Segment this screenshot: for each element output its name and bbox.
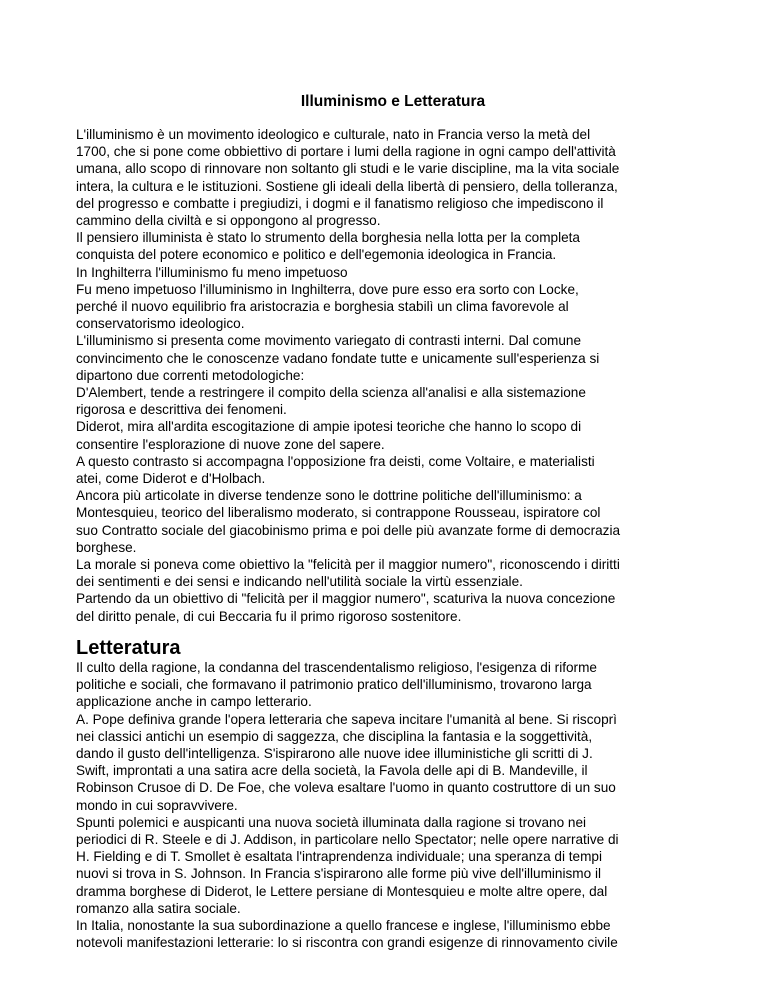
text-line: conquista del potere economico e politico e dell'egemonia ideologica in Francia.	[76, 247, 557, 263]
text-line: politiche e sociali, che formavano il patrimonio pratico dell'illuminismo, trovarono larga	[76, 677, 592, 693]
text-line: romanzo alla satira sociale.	[76, 900, 241, 916]
text-line: Partendo da un obiettivo di "felicità per il maggior numero", scaturiva la nuova concezione	[76, 591, 616, 607]
text-line: rigorosa e descrittiva dei fenomeni.	[76, 402, 287, 418]
text-line: convincimento che le conoscenze vadano fondate tutte e unicamente sull'esperienza si	[76, 350, 600, 366]
text-line: periodici di R. Steele e di J. Addison, in particolare nello Spectator; nelle opere narrative di	[76, 831, 619, 847]
text-line: D'Alembert, tende a restringere il compito della scienza all'analisi e alla sistemazione	[76, 385, 586, 401]
text-line: Spunti polemici e auspicanti una nuova società illuminata dalla ragione si trovano nei	[76, 814, 587, 830]
text-line: atei, come Diderot e d'Holbach.	[76, 471, 266, 487]
text-line: dei sentimenti e dei sensi e indicando nell'utilità sociale la virtù essenziale.	[76, 574, 523, 590]
text-line: suo Contratto sociale del giacobinismo prima e poi delle più avanzate forme di democrazia	[76, 522, 621, 538]
text-line: applicazione anche in campo letterario.	[76, 694, 312, 710]
text-line: Robinson Crusoe di D. De Foe, che voleva esaltare l'uomo in quanto costruttore di un suo	[76, 780, 616, 796]
text-line: nei classici antichi un esempio di saggezza, che disciplina la fantasia e la soggettività,	[76, 728, 593, 744]
text-line: Montesquieu, teorico del liberalismo moderato, si contrappone Rousseau, ispiratore col	[76, 505, 601, 521]
section-heading: Letteratura	[76, 636, 181, 659]
text-line: Swift, improntati a una satira acre della società, la Favola delle api di B. Mandeville, il	[76, 763, 588, 779]
text-line: notevoli manifestazioni letterarie: lo si riscontra con grandi esigenze di rinnovamento civile	[76, 935, 618, 951]
text-line: intera, la cultura e le istituzioni. Sostiene gli ideali della libertà di pensiero, della tolleranza,	[76, 178, 618, 194]
text-line: conservatorismo ideologico.	[76, 316, 245, 332]
text-line: L'illuminismo si presenta come movimento variegato di contrasti interni. Dal comune	[76, 333, 582, 349]
text-line: del diritto penale, di cui Beccaria fu il primo rigoroso sostenitore.	[76, 608, 462, 624]
text-line: La morale si poneva come obiettivo la "felicità per il maggior numero", riconoscendo i diritti	[76, 557, 620, 573]
text-line: dando il gusto dell'intelligenza. S'ispirarono alle nuove idee illuministiche gli scritti di J.	[76, 745, 593, 761]
text-line: consentire l'esplorazione di nuove zone del sapere.	[76, 436, 385, 452]
text-line: H. Fielding e di T. Smollet è esaltata l'intraprendenza individuale; una speranza di tempi	[76, 849, 603, 865]
text-line: L'illuminismo è un movimento ideologico e culturale, nato in Francia verso la metà del	[76, 127, 591, 142]
text-line: Il pensiero illuminista è stato lo strumento della borghesia nella lotta per la completa	[76, 230, 580, 246]
text-line: umana, allo scopo di rinnovare non soltanto gli studi e le varie discipline, ma la vita sociale	[76, 161, 620, 177]
text-line: Diderot, mira all'ardita escogitazione di ampie ipotesi teoriche che hanno lo scopo di	[76, 419, 582, 435]
text-line: Il culto della ragione, la condanna del trascendentalismo religioso, l'esigenza di riforme	[76, 659, 597, 675]
text-line: borghese.	[76, 539, 137, 555]
text-line: dipartono due correnti metodologiche:	[76, 367, 305, 383]
text-line: In Inghilterra l'illuminismo fu meno impetuoso	[76, 264, 348, 280]
text-line: del progresso e combatte i pregiudizi, i dogmi e il fanatismo religioso che impediscono il	[76, 195, 604, 211]
text-line: dramma borghese di Diderot, le Lettere persiane di Montesquieu e molte altre opere, dal	[76, 883, 608, 899]
text-line: Ancora più articolate in diverse tendenze sono le dottrine politiche dell'illuminismo: a	[76, 488, 582, 504]
text-line: cammino della civiltà e si oppongono al progresso.	[76, 213, 381, 229]
text-line: nuovi si trova in S. Johnson. In Francia s'ispirarono alle forme più vive dell'illuminismo il	[76, 866, 601, 882]
intro-body	[76, 126, 708, 625]
text-line: In Italia, nonostante la sua subordinazione a quello francese e inglese, l'illuminismo ebbe	[76, 917, 611, 933]
section-body	[76, 659, 708, 951]
text-line: perché il nuovo equilibrio fra aristocrazia e borghesia stabilì un clima favorevole al	[76, 299, 569, 315]
text-line: A questo contrasto si accompagna l'opposizione fra deisti, come Voltaire, e materialisti	[76, 453, 595, 469]
text-line: mondo in cui sopravvivere.	[76, 797, 238, 813]
text-line: 1700, che si pone come obbiettivo di portare i lumi della ragione in ogni campo dell'attività	[76, 144, 616, 160]
text-line: A. Pope definiva grande l'opera letteraria che sapeva incitare l'umanità al bene. Si riscoprì	[76, 711, 617, 727]
text-line: Fu meno impetuoso l'illuminismo in Inghilterra, dove pure esso era sorto con Locke,	[76, 281, 579, 297]
document-title: Illuminismo e Letteratura	[300, 93, 486, 110]
document-page	[76, 92, 708, 951]
